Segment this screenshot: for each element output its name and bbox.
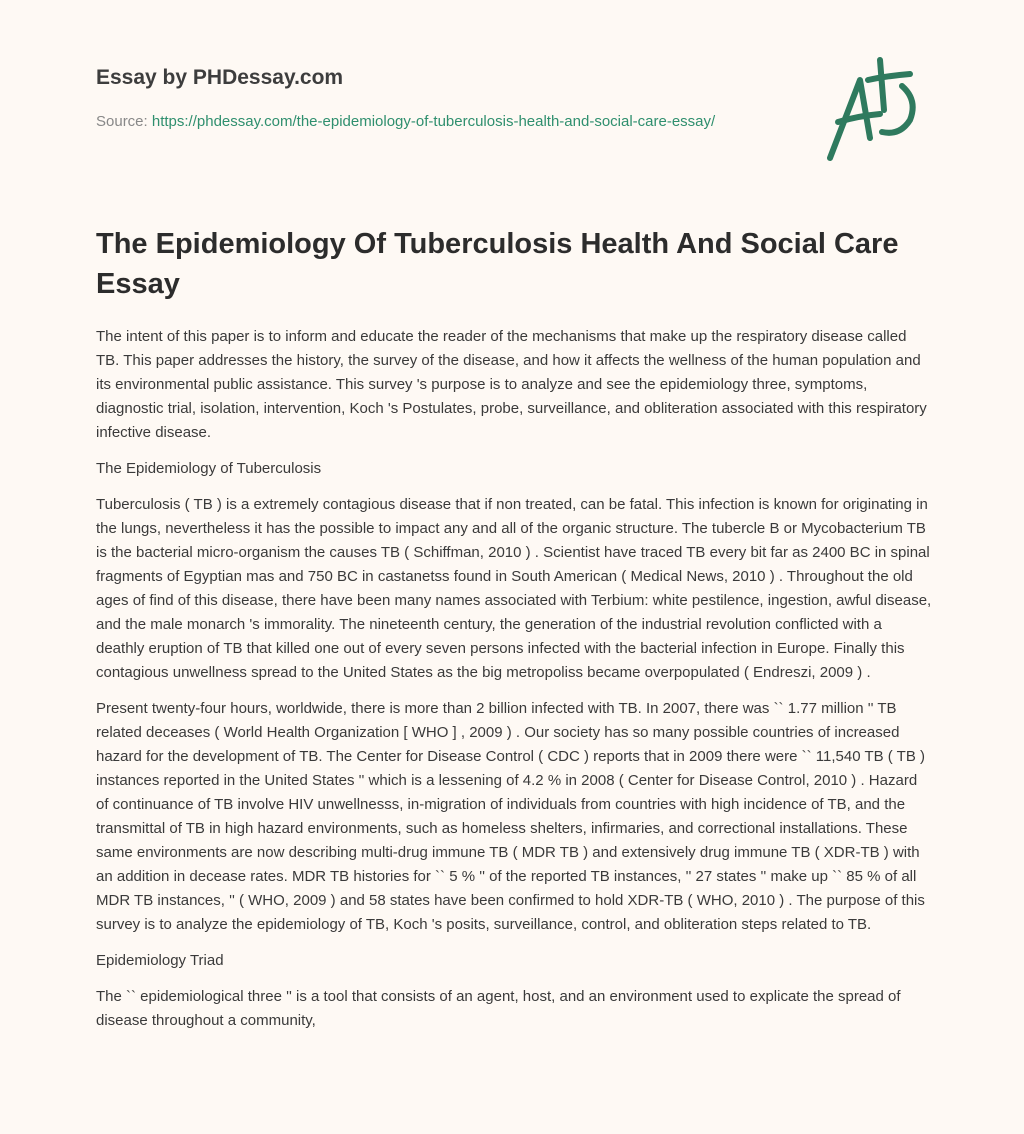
source-link[interactable]: https://phdessay.com/the-epidemiology-of-tuberculosis-health-and-social-care-essay/	[151, 113, 716, 130]
paragraph: The `` epidemiological three '' is a tool that consists of an agent, host, and an environment used to explicate the spread of disease throughout a community,	[96, 988, 901, 1029]
section-heading: Epidemiology Triad	[96, 952, 224, 969]
article-title: The Epidemiology Of Tuberculosis Health And Social Care Essay	[96, 228, 899, 300]
section-heading: The Epidemiology of Tuberculosis	[96, 460, 322, 477]
paragraph: Present twenty-four hours, worldwide, there is more than 2 billion infected with TB. In 2007, there was `` 1.77 million '' TB related deceases ( World Health Organization [ WHO ] , 2009 ) . Our society has so many possible countries of increased hazard for the development of TB. The Center for Disease Control ( CDC ) reports that in 2009 there were `` 11,540 TB ( TB ) instances reported in the United States '' which is a lessening of 4.2 % in 2008 ( Center for Disease Control, 2010 ) . Hazard of continuance of TB involve HIV unwellnesss, in-migration of individuals from countries with high incidence of TB, and the transmittal of TB in high hazard environments, such as homeless shelters, infirmaries, and correctional installations. These same environments are now describing multi-drug immune TB ( MDR TB ) and extensively drug immune TB ( XDR-TB ) with an addition in decease rates. MDR TB histories for `` 5 % '' of the reported TB instances, '' 27 states '' make up `` 85 % of all MDR TB instances, '' ( WHO, 2009 ) and 58 states have been confirmed to hold XDR-TB ( WHO, 2010 ) . The purpose of this survey is to analyze the epidemiology of TB, Koch 's posits, surveillance, control, and obliteration steps related to TB.	[96, 700, 925, 933]
article-body	[96, 325, 932, 1045]
site-title: Essay by PHDessay.com	[96, 66, 344, 89]
a-plus-logo-icon	[818, 40, 928, 165]
source-line	[96, 110, 776, 134]
paragraph: Tuberculosis ( TB ) is a extremely contagious disease that if non treated, can be fatal. This infection is known for originating in the lungs, nevertheless it has the possible to impact any and all of the organic structure. The tubercle B or Mycobacterium TB is the bacterial micro-organism the causes TB ( Schiffman, 2010 ) . Scientist have traced TB every bit far as 2400 BC in spinal fragments of Egyptian mas and 750 BC in castanetss found in South American ( Medical News, 2010 ) . Throughout the old ages of find of this disease, there have been many names associated with Terbium: white pestilence, ingestion, awful disease, and the male monarch 's immorality. The nineteenth century, the generation of the industrial revolution conflicted with a deathly eruption of TB that killed one out of every seven persons infected with the bacterial infection in Europe. Finally this contagious unwellness spread to the United States as the big metropoliss became overpopulated ( Endreszi, 2009 ) .	[96, 496, 932, 681]
source-label: Source:	[96, 113, 148, 130]
intro-paragraph: The intent of this paper is to inform and educate the reader of the mechanisms that make up the respiratory disease called TB. This paper addresses the history, the survey of the disease, and how it affects the wellness of the human population and its environmental public assistance. This survey 's purpose is to analyze and see the epidemiology three, symptoms, diagnostic trial, isolation, intervention, Koch 's Postulates, probe, surveillance, and obliteration associated with this respiratory infective disease.	[96, 328, 927, 441]
